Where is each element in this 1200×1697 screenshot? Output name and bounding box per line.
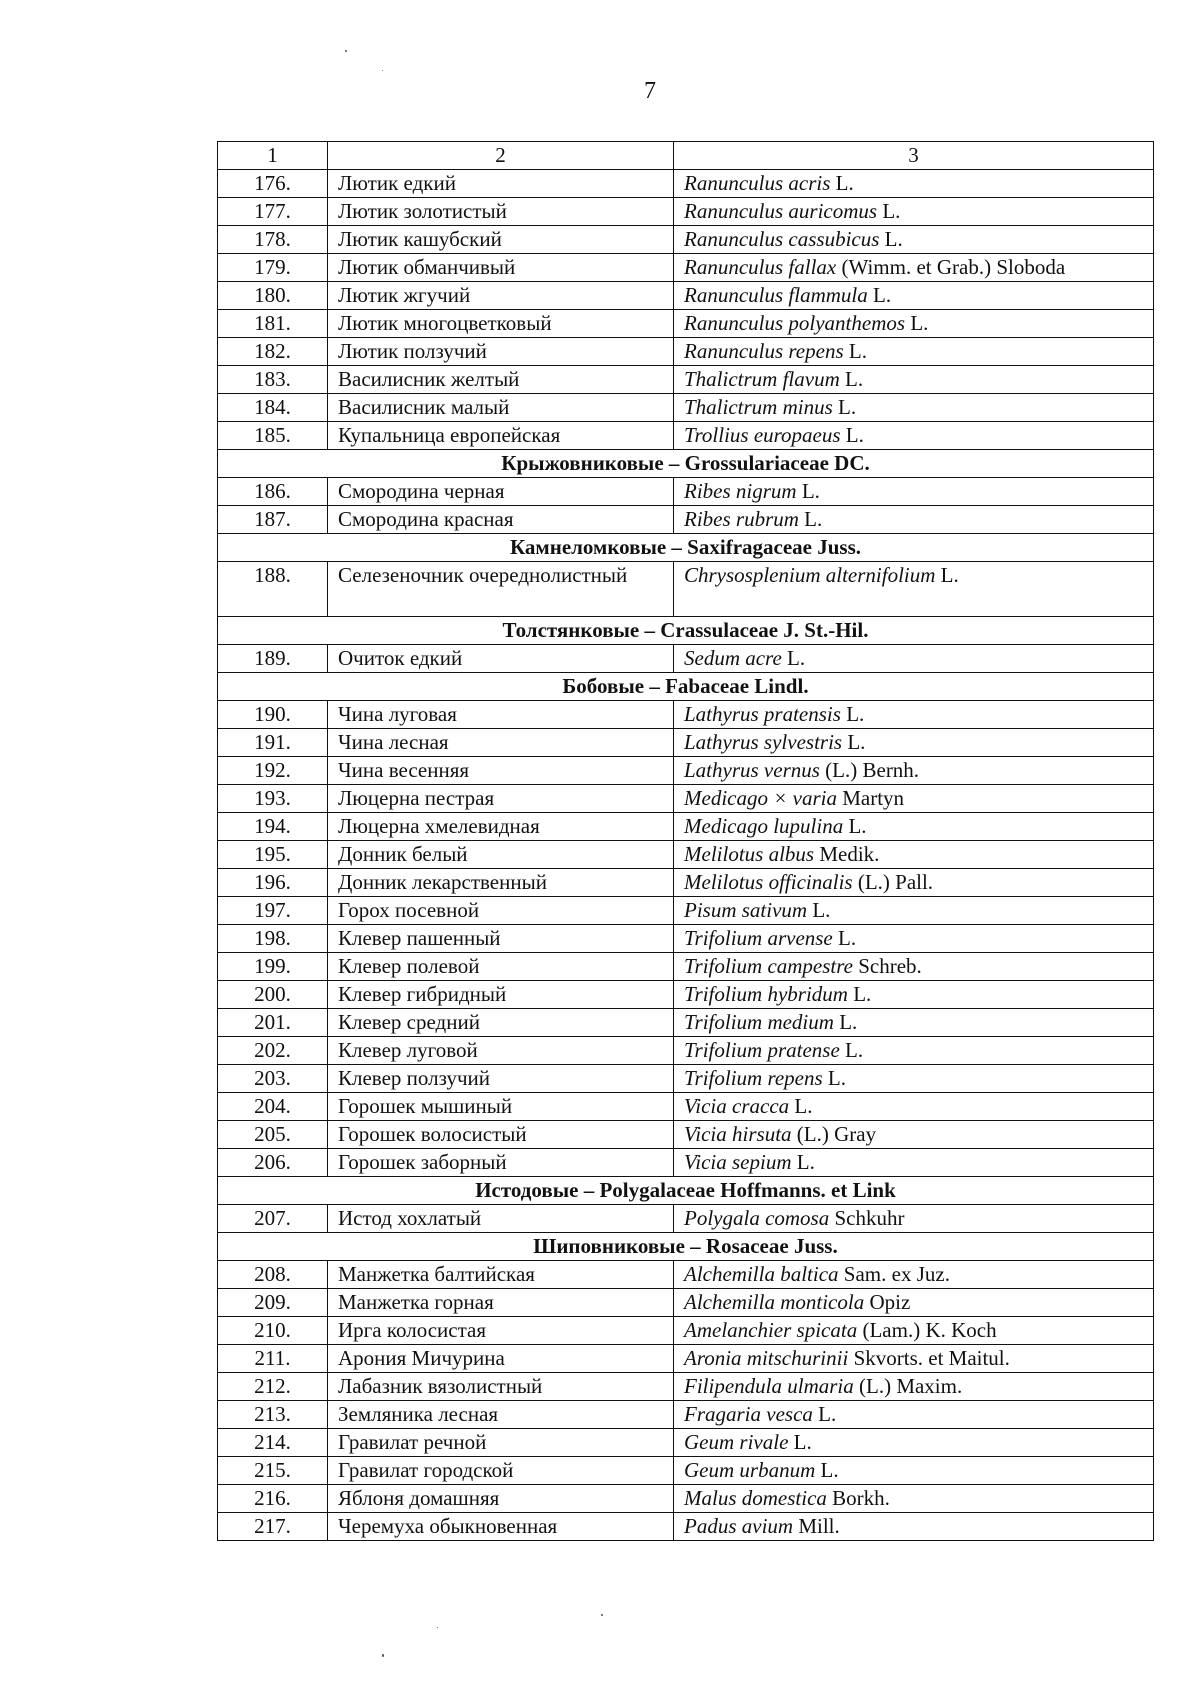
russian-name: Чина лесная	[328, 729, 674, 757]
table-row	[218, 701, 1154, 729]
latin-name	[674, 1205, 1154, 1233]
row-number: 183.	[218, 366, 328, 394]
row-number: 194.	[218, 813, 328, 841]
russian-name: Клевер луговой	[328, 1037, 674, 1065]
table-row	[218, 897, 1154, 925]
row-number: 196.	[218, 869, 328, 897]
latin-author: L.	[791, 1150, 815, 1174]
latin-name	[674, 1513, 1154, 1541]
latin-binomial: Trifolium medium	[684, 1010, 834, 1034]
row-number: 178.	[218, 226, 328, 254]
table-row	[218, 841, 1154, 869]
latin-author: L.	[788, 1430, 812, 1454]
latin-binomial: Ranunculus flammula	[684, 283, 868, 307]
row-number: 190.	[218, 701, 328, 729]
latin-author: L.	[822, 1066, 846, 1090]
latin-author: L.	[843, 814, 867, 838]
latin-author: (Wimm. et Grab.) Sloboda	[836, 255, 1066, 279]
table-row	[218, 1373, 1154, 1401]
latin-author: L.	[905, 311, 929, 335]
latin-binomial: Trifolium repens	[684, 1066, 823, 1090]
latin-binomial: Sedum acre	[684, 646, 782, 670]
row-number: 207.	[218, 1205, 328, 1233]
latin-binomial: Thalictrum flavum	[684, 367, 840, 391]
russian-name: Люцерна хмелевидная	[328, 813, 674, 841]
table-row	[218, 1093, 1154, 1121]
table-body	[218, 170, 1154, 1541]
latin-name	[674, 254, 1154, 282]
latin-name	[674, 813, 1154, 841]
russian-name: Лютик золотистый	[328, 198, 674, 226]
latin-name	[674, 981, 1154, 1009]
latin-binomial: Padus avium	[684, 1514, 794, 1538]
table-row	[218, 1429, 1154, 1457]
latin-name	[674, 198, 1154, 226]
latin-author: (L.) Pall.	[852, 870, 934, 894]
row-number: 201.	[218, 1009, 328, 1037]
latin-author: Mill.	[793, 1514, 840, 1538]
russian-name: Лабазник вязолистный	[328, 1373, 674, 1401]
latin-binomial: Ribes rubrum	[684, 507, 799, 531]
latin-author: L.	[796, 479, 820, 503]
russian-name: Манжетка горная	[328, 1289, 674, 1317]
russian-name: Горошек волосистый	[328, 1121, 674, 1149]
latin-name	[674, 1009, 1154, 1037]
latin-binomial: Ranunculus polyanthemos	[684, 311, 906, 335]
table-row	[218, 1485, 1154, 1513]
table-row	[218, 282, 1154, 310]
russian-name: Лютик жгучий	[328, 282, 674, 310]
latin-author: L.	[842, 730, 866, 754]
latin-binomial: Melilotus officinalis	[684, 870, 853, 894]
latin-binomial: Trifolium pratense	[684, 1038, 840, 1062]
row-number: 209.	[218, 1289, 328, 1317]
latin-author: Schreb.	[852, 954, 922, 978]
latin-name	[674, 1289, 1154, 1317]
row-number: 192.	[218, 757, 328, 785]
latin-name	[674, 226, 1154, 254]
family-header-row	[218, 534, 1154, 562]
row-number: 191.	[218, 729, 328, 757]
latin-binomial: Vicia cracca	[684, 1094, 790, 1118]
latin-author: L.	[935, 563, 959, 587]
table-row	[218, 478, 1154, 506]
latin-author: L.	[839, 367, 864, 391]
family-header-row	[218, 1177, 1154, 1205]
latin-name	[674, 562, 1154, 617]
table-row	[218, 785, 1154, 813]
row-number: 200.	[218, 981, 328, 1009]
latin-name	[674, 953, 1154, 981]
latin-name	[674, 701, 1154, 729]
latin-name	[674, 729, 1154, 757]
row-number: 197.	[218, 897, 328, 925]
latin-binomial: Ranunculus fallax	[684, 255, 837, 279]
scan-speck	[345, 50, 347, 52]
latin-author: L.	[832, 395, 857, 419]
table-row	[218, 813, 1154, 841]
latin-binomial: Trifolium campestre	[684, 954, 853, 978]
latin-name	[674, 170, 1154, 198]
latin-name	[674, 1345, 1154, 1373]
latin-author: L.	[843, 339, 867, 363]
family-name: Бобовые – Fabaceae Lindl.	[218, 673, 1154, 701]
latin-author: Borkh.	[826, 1486, 890, 1510]
column-number-2: 2	[328, 142, 674, 170]
russian-name: Лютик кашубский	[328, 226, 674, 254]
latin-author: L.	[839, 1038, 864, 1062]
russian-name: Чина луговая	[328, 701, 674, 729]
latin-binomial: Trifolium arvense	[684, 926, 833, 950]
latin-binomial: Ranunculus auricomus	[684, 199, 878, 223]
row-number: 206.	[218, 1149, 328, 1177]
latin-name	[674, 394, 1154, 422]
latin-author: Medik.	[814, 842, 880, 866]
russian-name: Манжетка балтийская	[328, 1261, 674, 1289]
family-header-row	[218, 617, 1154, 645]
family-name: Истодовые – Polygalaceae Hoffmanns. et Link	[218, 1177, 1154, 1205]
russian-name: Люцерна пестрая	[328, 785, 674, 813]
latin-binomial: Filipendula ulmaria	[684, 1374, 854, 1398]
latin-author: (L.) Maxim.	[853, 1374, 963, 1398]
row-number: 203.	[218, 1065, 328, 1093]
row-number: 214.	[218, 1429, 328, 1457]
russian-name: Яблоня домашняя	[328, 1485, 674, 1513]
table-row	[218, 1205, 1154, 1233]
latin-name	[674, 422, 1154, 450]
latin-binomial: Polygala comosa	[684, 1206, 830, 1230]
family-name: Шиповниковые – Rosaceae Juss.	[218, 1233, 1154, 1261]
latin-author: L.	[840, 423, 864, 447]
table-row	[218, 254, 1154, 282]
latin-name	[674, 1457, 1154, 1485]
russian-name: Смородина красная	[328, 506, 674, 534]
latin-author: L.	[867, 283, 892, 307]
latin-name	[674, 1485, 1154, 1513]
latin-binomial: Geum rivale	[684, 1430, 789, 1454]
russian-name: Клевер гибридный	[328, 981, 674, 1009]
latin-author: L.	[847, 982, 872, 1006]
table-row	[218, 1401, 1154, 1429]
table-row	[218, 394, 1154, 422]
table-row	[218, 1289, 1154, 1317]
latin-name	[674, 1317, 1154, 1345]
latin-binomial: Melilotus albus	[684, 842, 815, 866]
latin-binomial: Medicago lupulina	[684, 814, 844, 838]
latin-author: Sam. ex Juz.	[838, 1262, 950, 1286]
table-row	[218, 869, 1154, 897]
latin-binomial: Lathyrus vernus	[684, 758, 820, 782]
row-number: 193.	[218, 785, 328, 813]
latin-author: (Lam.) K. Koch	[857, 1318, 997, 1342]
row-number: 211.	[218, 1345, 328, 1373]
latin-binomial: Ribes nigrum	[684, 479, 797, 503]
latin-author: L.	[833, 1010, 858, 1034]
latin-name	[674, 1065, 1154, 1093]
latin-name	[674, 897, 1154, 925]
russian-name: Клевер ползучий	[328, 1065, 674, 1093]
latin-binomial: Thalictrum minus	[684, 395, 833, 419]
latin-binomial: Amelanchier spicata	[684, 1318, 858, 1342]
latin-name	[674, 757, 1154, 785]
table-row	[218, 757, 1154, 785]
family-name: Камнеломковые – Saxifragaceae Juss.	[218, 534, 1154, 562]
russian-name: Лютик обманчивый	[328, 254, 674, 282]
latin-binomial: Lathyrus sylvestris	[684, 730, 843, 754]
latin-name	[674, 1373, 1154, 1401]
row-number: 185.	[218, 422, 328, 450]
latin-binomial: Lathyrus pratensis	[684, 702, 841, 726]
table-row	[218, 1261, 1154, 1289]
latin-name	[674, 506, 1154, 534]
russian-name: Гравилат городской	[328, 1457, 674, 1485]
latin-author: L.	[807, 898, 831, 922]
russian-name: Клевер средний	[328, 1009, 674, 1037]
table-row	[218, 422, 1154, 450]
table-row	[218, 645, 1154, 673]
table-row	[218, 1121, 1154, 1149]
russian-name: Донник белый	[328, 841, 674, 869]
latin-binomial: Chrysosplenium alternifolium	[684, 563, 936, 587]
latin-binomial: Medicago × varia	[684, 786, 837, 810]
latin-binomial: Trifolium hybridum	[684, 982, 848, 1006]
russian-name: Донник лекарственный	[328, 869, 674, 897]
table-row	[218, 1009, 1154, 1037]
row-number: 186.	[218, 478, 328, 506]
row-number: 176.	[218, 170, 328, 198]
russian-name: Лютик едкий	[328, 170, 674, 198]
latin-name	[674, 1401, 1154, 1429]
latin-name	[674, 338, 1154, 366]
scan-speck	[382, 1654, 384, 1657]
row-number: 210.	[218, 1317, 328, 1345]
latin-binomial: Vicia sepium	[684, 1150, 792, 1174]
table-row	[218, 1457, 1154, 1485]
family-name: Крыжовниковые – Grossulariaceae DC.	[218, 450, 1154, 478]
family-name: Толстянковые – Crassulaceae J. St.-Hil.	[218, 617, 1154, 645]
row-number: 217.	[218, 1513, 328, 1541]
row-number: 198.	[218, 925, 328, 953]
russian-name: Василисник желтый	[328, 366, 674, 394]
latin-binomial: Ranunculus cassubicus	[684, 227, 880, 251]
latin-binomial: Ranunculus repens	[684, 339, 844, 363]
latin-name	[674, 1149, 1154, 1177]
row-number: 208.	[218, 1261, 328, 1289]
latin-author: L.	[840, 702, 865, 726]
table-row	[218, 1317, 1154, 1345]
russian-name: Очиток едкий	[328, 645, 674, 673]
scan-speck	[437, 1627, 438, 1628]
row-number: 216.	[218, 1485, 328, 1513]
table-row	[218, 366, 1154, 394]
russian-name: Смородина черная	[328, 478, 674, 506]
latin-name	[674, 1037, 1154, 1065]
latin-author: L.	[877, 199, 901, 223]
russian-name: Истод хохлатый	[328, 1205, 674, 1233]
scan-speck	[601, 1614, 603, 1616]
row-number: 182.	[218, 338, 328, 366]
row-number: 212.	[218, 1373, 328, 1401]
latin-binomial: Aronia mitschurinii	[684, 1346, 849, 1370]
latin-name	[674, 645, 1154, 673]
row-number: 188.	[218, 562, 328, 617]
russian-name: Ирга колосистая	[328, 1317, 674, 1345]
latin-author: L.	[812, 1402, 837, 1426]
row-number: 189.	[218, 645, 328, 673]
latin-binomial: Malus domestica	[684, 1486, 827, 1510]
row-number: 181.	[218, 310, 328, 338]
table-row	[218, 226, 1154, 254]
latin-author: L.	[879, 227, 903, 251]
latin-author: L.	[815, 1458, 839, 1482]
row-number: 177.	[218, 198, 328, 226]
table-row	[218, 1149, 1154, 1177]
latin-binomial: Fragaria vesca	[684, 1402, 813, 1426]
latin-name	[674, 1261, 1154, 1289]
russian-name: Земляника лесная	[328, 1401, 674, 1429]
row-number: 180.	[218, 282, 328, 310]
table-row	[218, 506, 1154, 534]
russian-name: Арония Мичурина	[328, 1345, 674, 1373]
latin-name	[674, 1093, 1154, 1121]
latin-author: (L.) Gray	[791, 1122, 877, 1146]
row-number: 204.	[218, 1093, 328, 1121]
row-number: 205.	[218, 1121, 328, 1149]
table-row	[218, 729, 1154, 757]
table-row	[218, 310, 1154, 338]
latin-author: L.	[781, 646, 806, 670]
family-header-row	[218, 1233, 1154, 1261]
scan-speck	[382, 70, 383, 71]
latin-binomial: Vicia hirsuta	[684, 1122, 792, 1146]
table-row	[218, 170, 1154, 198]
row-number: 179.	[218, 254, 328, 282]
row-number: 199.	[218, 953, 328, 981]
latin-name	[674, 478, 1154, 506]
latin-author: Opiz	[864, 1290, 911, 1314]
russian-name: Купальница европейская	[328, 422, 674, 450]
latin-author: Martyn	[836, 786, 905, 810]
russian-name: Горошек заборный	[328, 1149, 674, 1177]
russian-name: Черемуха обыкновенная	[328, 1513, 674, 1541]
table-row	[218, 981, 1154, 1009]
table-row	[218, 1065, 1154, 1093]
russian-name: Лютик ползучий	[328, 338, 674, 366]
latin-binomial: Trollius europaeus	[684, 423, 841, 447]
latin-name	[674, 366, 1154, 394]
row-number: 187.	[218, 506, 328, 534]
latin-author: Skvorts. et Maitul.	[848, 1346, 1010, 1370]
column-number-row	[218, 142, 1154, 170]
latin-author: L.	[789, 1094, 813, 1118]
row-number: 202.	[218, 1037, 328, 1065]
russian-name: Горошек мышиный	[328, 1093, 674, 1121]
latin-name	[674, 1429, 1154, 1457]
column-number-1: 1	[218, 142, 328, 170]
latin-name	[674, 841, 1154, 869]
latin-name	[674, 1121, 1154, 1149]
species-table	[217, 141, 1154, 1541]
latin-author: Schkuhr	[829, 1206, 905, 1230]
page-number: 7	[644, 78, 656, 104]
russian-name: Чина весенняя	[328, 757, 674, 785]
russian-name: Василисник малый	[328, 394, 674, 422]
table-row	[218, 198, 1154, 226]
column-number-3: 3	[674, 142, 1154, 170]
russian-name: Клевер полевой	[328, 953, 674, 981]
latin-name	[674, 869, 1154, 897]
latin-author: L.	[830, 171, 854, 195]
table-row	[218, 1513, 1154, 1541]
latin-name	[674, 925, 1154, 953]
latin-author: (L.) Bernh.	[819, 758, 920, 782]
family-header-row	[218, 673, 1154, 701]
latin-author: L.	[832, 926, 857, 950]
row-number: 195.	[218, 841, 328, 869]
russian-name: Горох посевной	[328, 897, 674, 925]
table-row	[218, 1345, 1154, 1373]
table-row	[218, 338, 1154, 366]
row-number: 184.	[218, 394, 328, 422]
latin-binomial: Alchemilla baltica	[684, 1262, 839, 1286]
table-row	[218, 925, 1154, 953]
latin-name	[674, 785, 1154, 813]
row-number: 215.	[218, 1457, 328, 1485]
latin-author: L.	[798, 507, 823, 531]
row-number: 213.	[218, 1401, 328, 1429]
latin-binomial: Alchemilla monticola	[684, 1290, 865, 1314]
russian-name: Гравилат речной	[328, 1429, 674, 1457]
russian-name: Лютик многоцветковый	[328, 310, 674, 338]
latin-name	[674, 310, 1154, 338]
latin-binomial: Ranunculus acris	[684, 171, 831, 195]
table-row	[218, 562, 1154, 617]
latin-binomial: Pisum sativum	[684, 898, 808, 922]
russian-name: Клевер пашенный	[328, 925, 674, 953]
table-row	[218, 1037, 1154, 1065]
latin-binomial: Geum urbanum	[684, 1458, 816, 1482]
latin-name	[674, 282, 1154, 310]
russian-name: Селезеночник очереднолистный	[328, 562, 674, 617]
family-header-row	[218, 450, 1154, 478]
table-row	[218, 953, 1154, 981]
